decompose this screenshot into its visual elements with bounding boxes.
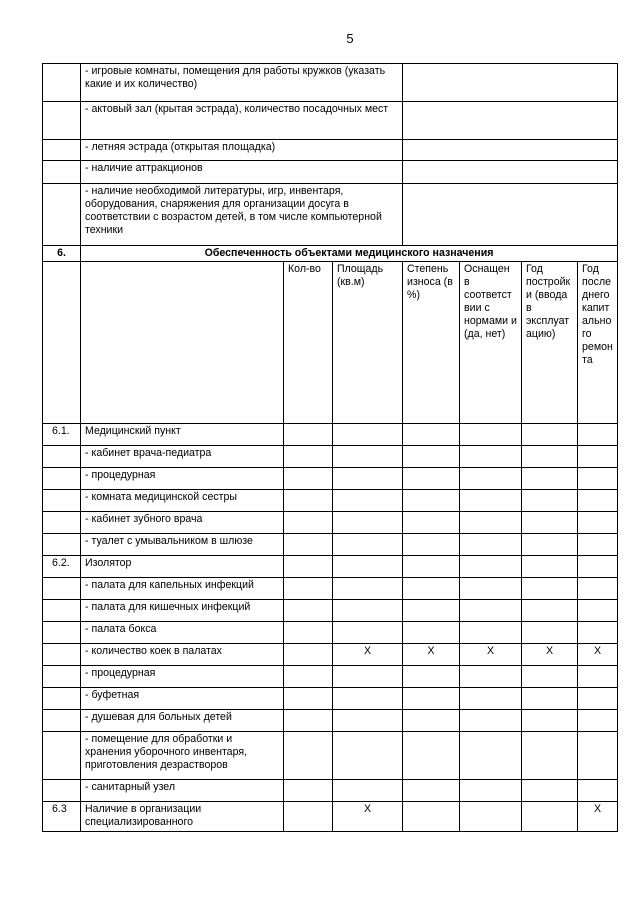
value-cell[interactable] [284,710,333,732]
value-cell[interactable] [403,446,460,468]
value-cell[interactable] [403,468,460,490]
row-number-cell [43,780,81,802]
row-number-cell [43,644,81,666]
value-cell[interactable] [403,534,460,556]
value-cell[interactable] [333,490,403,512]
not-applicable-mark-cell: Х [403,644,460,666]
table-row [43,468,618,490]
value-cell[interactable] [460,534,522,556]
value-cell[interactable] [522,490,578,512]
value-cell[interactable] [403,688,460,710]
value-cell[interactable] [460,468,522,490]
value-cell[interactable] [333,578,403,600]
row-number-cell [43,688,81,710]
value-cell[interactable] [460,732,522,780]
table-row [43,578,618,600]
table-row [43,424,618,446]
row-label-cell: - наличие аттракционов [81,161,403,184]
value-cell[interactable] [578,446,618,468]
value-cell[interactable] [522,512,578,534]
value-cell[interactable] [403,578,460,600]
table-row [43,64,618,102]
value-cell[interactable] [284,556,333,578]
table-row [43,534,618,556]
value-cell[interactable] [333,556,403,578]
facility-table [42,63,618,832]
value-cell[interactable] [460,688,522,710]
row-label-cell: - душевая для больных детей [81,710,284,732]
table-row [43,161,618,184]
value-cell[interactable] [522,446,578,468]
value-cell[interactable] [284,802,333,832]
value-cell[interactable] [403,512,460,534]
value-cell[interactable] [578,780,618,802]
value-cell[interactable] [284,578,333,600]
value-cell[interactable] [460,666,522,688]
section-number: 6. [43,246,81,262]
table-row [43,688,618,710]
row-label-cell: - процедурная [81,666,284,688]
value-cell[interactable] [522,732,578,780]
value-cell[interactable] [522,578,578,600]
row-label-cell: - палата для капельных инфекций [81,578,284,600]
value-cell[interactable] [578,622,618,644]
column-header-quantity: Кол-во [284,262,333,424]
row-number-cell [43,140,81,161]
row-number-cell [43,732,81,780]
column-header-build-year: Год постройки (ввода в эксплуатацию) [522,262,578,424]
row-label-cell: - кабинет врача-педиатра [81,446,284,468]
row-number-cell [43,468,81,490]
value-cell[interactable] [522,710,578,732]
row-number-cell [43,666,81,688]
value-cell[interactable] [284,512,333,534]
row-label-cell: - количество коек в палатах [81,644,284,666]
value-cell[interactable] [403,102,618,140]
value-cell[interactable] [333,600,403,622]
table-row [43,512,618,534]
row-label-cell: Изолятор [81,556,284,578]
column-header-repair-year: Год последнего капитального ремонта [578,262,618,424]
value-cell[interactable] [333,468,403,490]
row-label-cell: - палата для кишечных инфекций [81,600,284,622]
value-cell[interactable] [333,446,403,468]
value-cell[interactable] [403,600,460,622]
value-cell[interactable] [578,534,618,556]
table-row [43,556,618,578]
value-cell[interactable] [578,578,618,600]
row-number-cell: 6.2. [43,556,81,578]
value-cell[interactable] [403,556,460,578]
row-number-cell [43,622,81,644]
value-cell[interactable] [403,490,460,512]
section-title: Обеспеченность объектами медицинского назначения [81,246,618,262]
value-cell[interactable] [460,446,522,468]
section-header-row [43,246,618,262]
value-cell[interactable] [522,802,578,832]
row-label-cell: - летняя эстрада (открытая площадка) [81,140,403,161]
value-cell[interactable] [522,622,578,644]
row-number-cell [43,534,81,556]
row-label-cell: - комната медицинской сестры [81,490,284,512]
value-cell[interactable] [284,490,333,512]
value-cell[interactable] [284,644,333,666]
row-label-cell: - кабинет зубного врача [81,512,284,534]
value-cell[interactable] [460,780,522,802]
table-row [43,802,618,832]
value-cell[interactable] [284,780,333,802]
value-cell[interactable] [522,468,578,490]
column-header-area: Площадь (кв.м) [333,262,403,424]
value-cell[interactable] [578,688,618,710]
not-applicable-mark-cell: Х [522,644,578,666]
value-cell[interactable] [578,490,618,512]
row-label-cell: - палата бокса [81,622,284,644]
value-cell[interactable] [284,732,333,780]
column-header-equipped: Оснащен в соответствии с нормами и (да, нет) [460,262,522,424]
value-cell[interactable] [284,600,333,622]
value-cell[interactable] [460,578,522,600]
value-cell[interactable] [403,802,460,832]
row-number-cell [43,446,81,468]
value-cell[interactable] [578,512,618,534]
not-applicable-mark-cell: Х [578,802,618,832]
value-cell[interactable] [403,424,460,446]
table-row [43,184,618,246]
table-row [43,600,618,622]
row-label-cell: - туалет с умывальником в шлюзе [81,534,284,556]
value-cell[interactable] [460,622,522,644]
value-cell[interactable] [460,710,522,732]
value-cell[interactable] [284,688,333,710]
value-cell[interactable] [522,666,578,688]
value-cell[interactable] [333,622,403,644]
value-cell[interactable] [403,780,460,802]
row-label-cell: - актовый зал (крытая эстрада), количество посадочных мест [81,102,403,140]
value-cell[interactable] [522,534,578,556]
value-cell[interactable] [284,468,333,490]
value-cell[interactable] [522,556,578,578]
not-applicable-mark-cell: Х [333,644,403,666]
row-number-cell [43,578,81,600]
page-number: 5 [346,31,354,46]
value-cell[interactable] [403,64,618,102]
row-number-cell [43,161,81,184]
value-cell[interactable] [460,424,522,446]
value-cell[interactable] [522,424,578,446]
table-row [43,644,618,666]
value-cell[interactable] [284,446,333,468]
value-cell[interactable] [460,802,522,832]
column-header-empty [43,262,81,424]
row-label-cell: - санитарный узел [81,780,284,802]
table-row [43,102,618,140]
value-cell[interactable] [460,600,522,622]
value-cell[interactable] [403,622,460,644]
value-cell[interactable] [333,710,403,732]
value-cell[interactable] [578,600,618,622]
table-row [43,622,618,644]
row-number-cell [43,512,81,534]
value-cell[interactable] [333,512,403,534]
not-applicable-mark-cell: Х [578,644,618,666]
row-label-cell: Медицинский пункт [81,424,284,446]
row-number-cell [43,710,81,732]
value-cell[interactable] [333,732,403,780]
not-applicable-mark-cell: Х [333,802,403,832]
table-row [43,710,618,732]
value-cell[interactable] [284,424,333,446]
value-cell[interactable] [578,556,618,578]
table-row [43,732,618,780]
table-row [43,666,618,688]
value-cell[interactable] [333,424,403,446]
column-header-empty [81,262,284,424]
value-cell[interactable] [403,710,460,732]
value-cell[interactable] [284,622,333,644]
value-cell[interactable] [403,161,618,184]
row-label-cell: - буфетная [81,688,284,710]
row-number-cell: 6.3 [43,802,81,832]
not-applicable-mark-cell: Х [460,644,522,666]
row-number-cell [43,102,81,140]
value-cell[interactable] [460,490,522,512]
value-cell[interactable] [403,666,460,688]
row-label-cell: - процедурная [81,468,284,490]
column-header-row [43,262,618,424]
value-cell[interactable] [578,732,618,780]
value-cell[interactable] [522,600,578,622]
value-cell[interactable] [333,780,403,802]
row-number-cell [43,600,81,622]
value-cell[interactable] [578,468,618,490]
table-row [43,140,618,161]
row-label-cell: - помещение для обработки и хранения уборочного инвентаря, приготовления дезрастворов [81,732,284,780]
row-number-cell [43,64,81,102]
value-cell[interactable] [333,666,403,688]
value-cell[interactable] [284,534,333,556]
column-header-wear: Степень износа (в %) [403,262,460,424]
value-cell[interactable] [284,666,333,688]
value-cell[interactable] [460,556,522,578]
value-cell[interactable] [522,688,578,710]
row-label-cell: Наличие в организации специализированного [81,802,284,832]
row-label-cell: - игровые комнаты, помещения для работы кружков (указать какие и их количество) [81,64,403,102]
table-row [43,780,618,802]
table-row [43,490,618,512]
value-cell[interactable] [333,688,403,710]
row-label-cell: - наличие необходимой литературы, игр, инвентаря, оборудования, снаряжения для организации досуга в соответствии с возрастом детей, в том числе компьютерной техники [81,184,403,246]
table-row [43,446,618,468]
value-cell[interactable] [460,512,522,534]
table-body [43,64,618,832]
value-cell[interactable] [403,184,618,246]
value-cell[interactable] [578,710,618,732]
value-cell[interactable] [403,140,618,161]
value-cell[interactable] [578,424,618,446]
row-number-cell: 6.1. [43,424,81,446]
value-cell[interactable] [333,534,403,556]
row-number-cell [43,490,81,512]
value-cell[interactable] [578,666,618,688]
value-cell[interactable] [522,780,578,802]
value-cell[interactable] [403,732,460,780]
row-number-cell [43,184,81,246]
